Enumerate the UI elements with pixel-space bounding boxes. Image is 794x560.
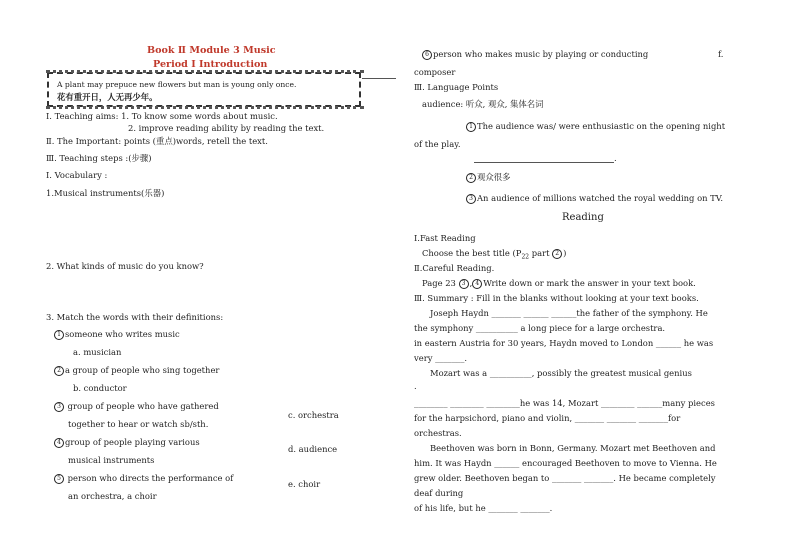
answer-f-cont: composer bbox=[414, 67, 456, 77]
page-title: Book Ⅱ Module 3 Music bbox=[147, 45, 276, 56]
summary-line: Joseph Haydn _______ ______ ______the father of the symphony. He bbox=[430, 308, 708, 318]
question-3: 3. Match the words with their definitions: bbox=[46, 312, 224, 322]
answer-blank-line bbox=[474, 162, 614, 163]
question-2: 2. What kinds of music do you know? bbox=[46, 261, 204, 271]
example-2 bbox=[466, 171, 511, 183]
important-points: Ⅱ. The Important: points (重点)words, retell the text. bbox=[46, 136, 268, 146]
language-points-heading: Ⅲ. Language Points bbox=[414, 82, 499, 92]
circled-number: 4 bbox=[54, 438, 64, 448]
instruction-text: part bbox=[529, 248, 553, 258]
teaching-steps: Ⅲ. Teaching steps :(步骤) bbox=[46, 153, 152, 163]
question-1: 1.Musical instruments(乐器) bbox=[46, 188, 165, 198]
summary-heading: Ⅲ. Summary : Fill in the blanks without looking at your text books. bbox=[414, 293, 699, 303]
summary-line: Beethoven was born in Bonn, Germany. Mozart met Beethoven and bbox=[430, 443, 716, 453]
summary-line: in eastern Austria for 30 years, Haydn moved to London ______ he was bbox=[414, 338, 714, 348]
summary-line: deaf during bbox=[414, 488, 464, 498]
vocabulary-heading: Ⅰ. Vocabulary : bbox=[46, 170, 108, 180]
match-item-5-cont: an orchestra, a choir bbox=[68, 491, 157, 501]
circled-number: 3 bbox=[54, 402, 64, 412]
circled-number: 3 bbox=[459, 279, 469, 289]
summary-line: orchestras. bbox=[414, 428, 462, 438]
summary-line: grew older. Beethoven began to _______ _______. He became completely bbox=[414, 473, 716, 483]
match-item-3 bbox=[54, 401, 219, 412]
answer-e: e. choir bbox=[288, 479, 321, 489]
example-text: 观众很多 bbox=[477, 172, 511, 182]
match-item-4-cont: musical instruments bbox=[68, 455, 155, 465]
circled-number: 6 bbox=[422, 50, 432, 60]
instruction-text: Page 23 bbox=[422, 278, 459, 288]
choose-title-instruction bbox=[422, 248, 566, 261]
answer-c: c. orchestra bbox=[288, 410, 339, 420]
circled-number: 2 bbox=[552, 249, 562, 259]
header-rule bbox=[362, 78, 396, 79]
match-item-text: person who makes music by playing or conducting bbox=[433, 49, 649, 59]
fast-reading-heading: Ⅰ.Fast Reading bbox=[414, 233, 476, 243]
match-item-1 bbox=[54, 329, 180, 340]
circled-number: 1 bbox=[54, 330, 64, 340]
instruction-text: ) bbox=[563, 248, 567, 258]
summary-line: ________ ________ ________he was 14, Mozart ________ ______many pieces bbox=[414, 398, 715, 408]
summary-line: Mozart was a __________, possibly the greatest musical genius bbox=[430, 368, 692, 378]
proverb-border-top bbox=[46, 70, 364, 76]
summary-line: for the harpsichord, piano and violin, _______ _______ _______for bbox=[414, 413, 681, 423]
example-1 bbox=[466, 121, 725, 132]
proverb-chinese: 花有重开日，人无再少年。 bbox=[57, 92, 158, 102]
careful-reading-instruction: Page 23 3 , 4 Write down or mark the answer in your text book. bbox=[422, 278, 696, 288]
example-3 bbox=[466, 193, 723, 204]
teaching-aims-2: 2. improve reading ability by reading the text. bbox=[128, 123, 325, 133]
example-text: An audience of millions watched the royal wedding on TV. bbox=[477, 193, 723, 203]
match-item-4 bbox=[54, 437, 200, 448]
reading-title: Reading bbox=[562, 212, 604, 223]
example-1-cont: of the play. bbox=[414, 139, 461, 149]
example-text: The audience was/ were enthusiastic on the opening night bbox=[477, 121, 726, 131]
match-item-6 bbox=[422, 49, 648, 60]
match-item-text: someone who writes music bbox=[65, 329, 180, 339]
summary-line: of his life, but he _______ _______. bbox=[414, 503, 553, 513]
circled-number: 2 bbox=[466, 173, 476, 183]
circled-number: 5 bbox=[54, 474, 64, 484]
proverb-box bbox=[47, 72, 361, 107]
answer-f: f. bbox=[718, 49, 724, 59]
match-item-text: a group of people who sing together bbox=[65, 365, 220, 375]
match-item-text: group of people who have gathered bbox=[67, 401, 219, 411]
audience-definition: audience: 听众, 观众, 集体名词 bbox=[422, 99, 544, 109]
match-item-5 bbox=[54, 473, 233, 484]
page-subscript: 22 bbox=[521, 253, 530, 261]
match-item-text: group of people playing various bbox=[65, 437, 200, 447]
summary-line: . bbox=[414, 381, 417, 391]
summary-line: the symphony __________ a long piece for a large orchestra. bbox=[414, 323, 666, 333]
answer-d: d. audience bbox=[288, 444, 338, 454]
match-item-text: person who directs the performance of bbox=[67, 473, 234, 483]
instruction-text: Choose the best title (P bbox=[422, 248, 522, 258]
careful-reading-heading: Ⅱ.Careful Reading. bbox=[414, 263, 495, 273]
circled-number: 1 bbox=[466, 122, 476, 132]
circled-number: 2 bbox=[54, 366, 64, 376]
proverb-border-bottom bbox=[46, 103, 364, 109]
proverb-english: A plant may prepuce new flowers but man is young only once. bbox=[57, 80, 297, 89]
page-subtitle: Period Ⅰ Introduction bbox=[153, 59, 268, 70]
circled-number: 4 bbox=[472, 279, 482, 289]
instruction-text: Write down or mark the answer in your text book. bbox=[483, 278, 696, 288]
answer-a: a. musician bbox=[73, 347, 122, 357]
match-item-3-cont: together to hear or watch sb/sth. bbox=[68, 419, 209, 429]
summary-line: very _______. bbox=[414, 353, 468, 363]
match-item-2 bbox=[54, 365, 219, 376]
circled-number: 3 bbox=[466, 194, 476, 204]
summary-line: him. It was Haydn ______ encouraged Beethoven to move to Vienna. He bbox=[414, 458, 717, 468]
answer-b: b. conductor bbox=[73, 383, 127, 393]
answer-blank-period: . bbox=[614, 153, 617, 163]
teaching-aims: Ⅰ. Teaching aims: 1. To know some words about music. bbox=[46, 111, 278, 121]
